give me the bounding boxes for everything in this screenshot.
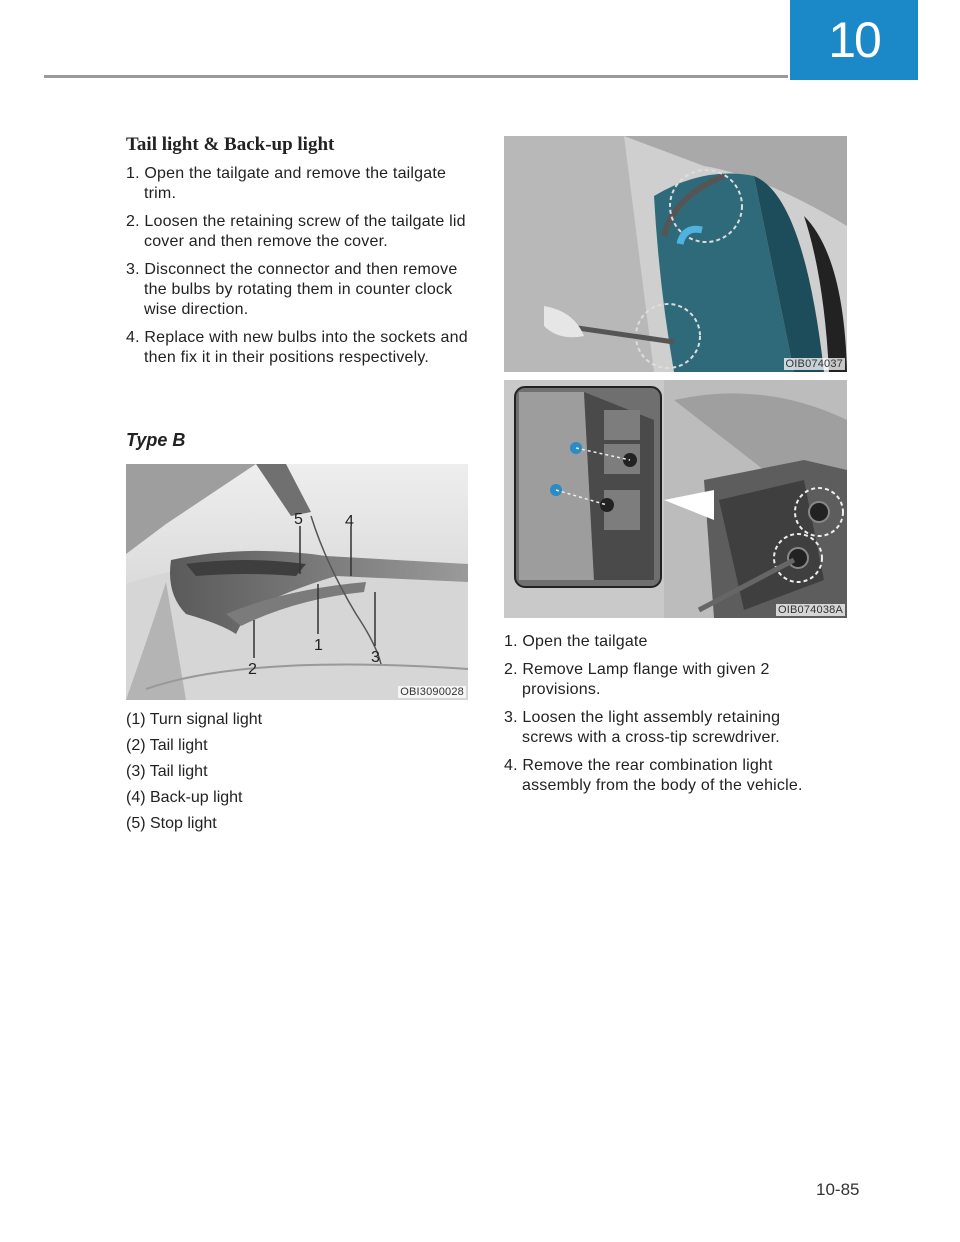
procedure-step: 3. Disconnect the connector and then remove the bulbs by rotating them in counter clock wise direction. xyxy=(126,261,458,318)
figure-code: OIB074037 xyxy=(785,358,843,370)
figure-code: OIB074038A xyxy=(778,604,843,616)
page-number: 10-85 xyxy=(816,1180,860,1199)
removal-step: 2. Remove Lamp flange with given 2 provisions. xyxy=(504,661,770,698)
procedure-step: 2. Loosen the retaining screw of the tailgate lid cover and then remove the cover. xyxy=(126,213,466,250)
callout-1: 1 xyxy=(314,637,323,654)
callout-2: 2 xyxy=(248,661,257,678)
tailgate-trim-drawing xyxy=(504,136,847,372)
procedure-step: 1. Open the tailgate and remove the tailgate trim. xyxy=(126,165,447,202)
removal-steps xyxy=(504,632,834,804)
light-legend xyxy=(126,710,262,840)
tailgate-trim-illustration xyxy=(504,136,847,372)
legend-item: (3) Tail light xyxy=(126,763,208,780)
section-title: Tail light & Back-up light xyxy=(126,134,335,155)
lamp-screws-illustration xyxy=(504,380,847,618)
legend-item: (2) Tail light xyxy=(126,737,208,754)
removal-step: 4. Remove the rear combination light assembly from the body of the vehicle. xyxy=(504,757,803,794)
legend-item: (4) Back-up light xyxy=(126,789,243,806)
tail-light-illustration xyxy=(126,464,468,700)
header-rule xyxy=(44,75,788,78)
callout-3: 3 xyxy=(371,649,380,666)
tail-light-drawing xyxy=(126,464,468,700)
procedure-step: 4. Replace with new bulbs into the sockets and then fix it in their positions respectively. xyxy=(126,329,468,366)
removal-step: 1. Open the tailgate xyxy=(504,633,648,650)
callout-4: 4 xyxy=(345,513,354,530)
lamp-screws-drawing xyxy=(504,380,847,618)
removal-step: 3. Loosen the light assembly retaining screws with a cross-tip screwdriver. xyxy=(504,709,781,746)
legend-item: (5) Stop light xyxy=(126,815,217,832)
chapter-tab: 10 xyxy=(790,0,918,80)
legend-item: (1) Turn signal light xyxy=(126,711,263,728)
type-b-heading: Type B xyxy=(126,430,186,450)
callout-5: 5 xyxy=(294,511,303,528)
procedure-steps xyxy=(126,164,472,376)
figure-code: OBI3090028 xyxy=(400,686,464,698)
